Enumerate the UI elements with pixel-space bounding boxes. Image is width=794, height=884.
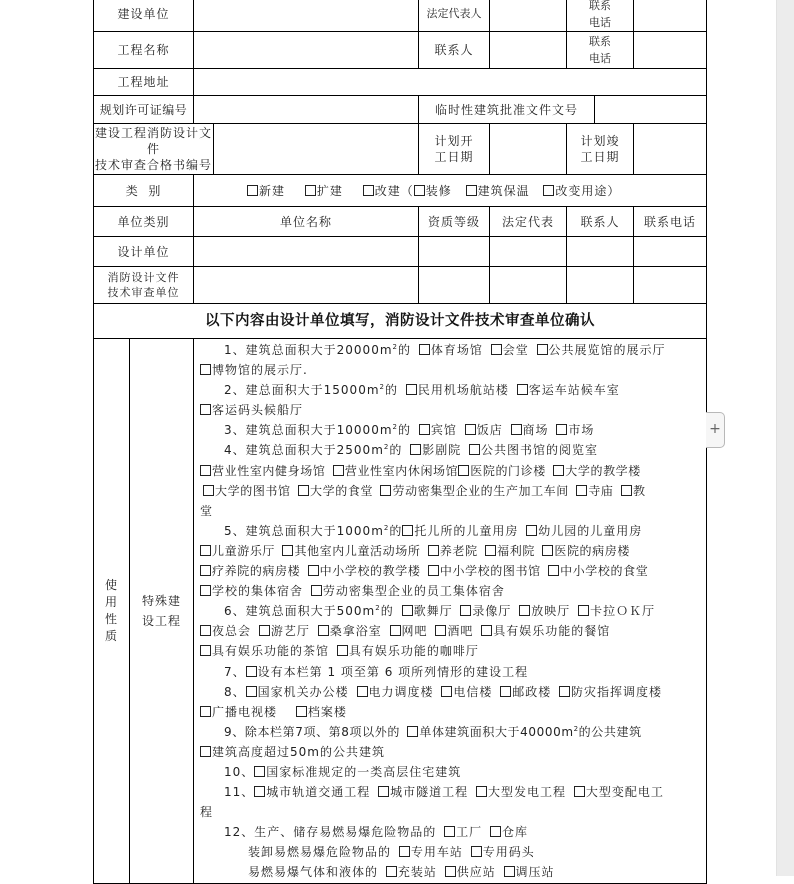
checkbox-icon[interactable]: [419, 424, 430, 435]
checkbox-icon[interactable]: [419, 344, 430, 355]
header-unit-name: 单位名称: [194, 207, 419, 237]
checkbox-icon[interactable]: [399, 846, 410, 857]
checkbox-icon[interactable]: [435, 625, 446, 636]
item-12-c-prefix: 易燃易爆气体和液体的: [248, 865, 379, 880]
item-5: [200, 521, 702, 541]
superscript: 2: [392, 343, 398, 351]
checkbox-icon[interactable]: [481, 625, 492, 636]
project-address-input[interactable]: [194, 69, 707, 96]
opt: 广播电视楼: [212, 704, 278, 719]
opt: 专用码头: [482, 845, 535, 860]
opt: 医院的病房楼: [554, 543, 630, 558]
opt: 民用机场航站楼: [417, 383, 509, 398]
checkbox-icon[interactable]: [537, 344, 548, 355]
opt: 网吧: [401, 624, 428, 639]
opt: 幼儿园的儿童用房: [538, 523, 643, 538]
option-expand[interactable]: [302, 184, 343, 198]
item-12-b-prefix: 装卸易燃易爆危险物品的: [248, 845, 392, 860]
checkbox-icon[interactable]: [526, 525, 537, 536]
header-unit-type: 单位类别: [94, 207, 194, 237]
superscript: 2: [379, 383, 385, 392]
review-unit-contact-input[interactable]: [567, 267, 634, 304]
planned-end-label: [567, 124, 634, 175]
opt: 劳动密集型企业的生产加工车间: [392, 483, 569, 498]
opt: 电信楼: [453, 684, 493, 699]
phone-label-1: [567, 0, 634, 32]
header-phone: 联系电话: [634, 207, 707, 237]
item-2-area: 15000m: [323, 383, 380, 398]
opt: 大型发电工程: [487, 785, 566, 800]
item-11: [200, 782, 702, 802]
checkbox-icon[interactable]: [428, 565, 439, 576]
form-table: [93, 0, 707, 884]
item-2-prefix: 2、建总面积大于: [224, 383, 324, 398]
checkbox-icon[interactable]: [378, 786, 389, 797]
opt: 体育场馆: [430, 343, 483, 357]
row-category: [94, 175, 707, 207]
opt: 中小学校的教学楼: [319, 564, 421, 579]
item-10-prefix: 10、: [224, 764, 255, 779]
checkbox-icon[interactable]: [576, 485, 587, 496]
usage-label-cell: [94, 339, 130, 884]
project-address-label: 工程地址: [94, 69, 194, 96]
review-cert-input[interactable]: [214, 124, 419, 175]
checkbox-icon[interactable]: [465, 424, 476, 435]
temp-approval-label: 临时性建筑批准文件文号: [419, 96, 595, 124]
opt: 国家标准规定的一类高层住宅建筑: [266, 764, 462, 779]
opt: 儿童游乐厅: [212, 543, 276, 558]
row-permit: [94, 96, 707, 124]
item-7-prefix: 7、: [224, 664, 246, 679]
opt: 城市隧道工程: [390, 785, 469, 800]
checkbox-icon[interactable]: [337, 645, 348, 656]
design-unit-qualification-input[interactable]: [419, 237, 490, 267]
legal-rep-input[interactable]: [490, 0, 567, 32]
item-3-prefix: 3、建筑总面积大于: [224, 423, 337, 438]
checkbox-icon[interactable]: [390, 625, 401, 636]
item-12: [200, 822, 702, 842]
opt: 其他室内儿童活动场所: [294, 543, 421, 558]
construction-unit-input[interactable]: [194, 0, 419, 32]
opt: 中小学校的图书馆: [439, 564, 541, 579]
item-3-area: 10000m: [336, 423, 393, 438]
usage-label: 使用性质: [104, 577, 118, 643]
checkbox-icon[interactable]: [485, 545, 496, 556]
item-5-cont-2: [200, 561, 702, 581]
opt: 寺庙: [588, 483, 614, 498]
item-6-prefix: 6、建筑总面积大于: [224, 604, 337, 619]
checkbox-icon[interactable]: [460, 605, 471, 616]
opt: 劳动密集型企业的员工集体宿舍: [322, 584, 505, 599]
banner-row: [94, 304, 707, 339]
checkbox-icon[interactable]: [410, 444, 421, 455]
planned-start-input[interactable]: [490, 124, 567, 175]
special-project-label: 特殊建设工程: [141, 593, 181, 628]
opt: 营业性室内健身场馆: [212, 463, 326, 478]
checkbox-icon[interactable]: [548, 565, 559, 576]
checkbox-icon[interactable]: [254, 766, 265, 777]
contact-label: 联系人: [419, 32, 490, 69]
checkbox-icon[interactable]: [200, 565, 211, 576]
checkbox-icon[interactable]: [578, 605, 589, 616]
checkbox-icon[interactable]: [380, 485, 391, 496]
item-12-b: [200, 842, 702, 862]
opt: 具有娱乐功能的茶馆: [212, 644, 330, 659]
checkbox-icon[interactable]: [357, 686, 368, 697]
opt: 大学的食堂: [310, 483, 374, 498]
checkbox-icon[interactable]: [200, 625, 211, 636]
item-4-suffix: 的: [389, 443, 403, 458]
project-name-input[interactable]: [194, 32, 419, 69]
planned-end-input[interactable]: [634, 124, 707, 175]
opt: 宾馆: [430, 423, 457, 438]
checkbox-icon[interactable]: [491, 344, 502, 355]
opt: 夜总会: [212, 624, 252, 639]
review-unit-qualification-input[interactable]: [419, 267, 490, 304]
usage-row: [94, 339, 707, 884]
row-construction-unit: [94, 0, 707, 32]
opt: 单体建筑面积大于40000m: [419, 724, 574, 739]
opt: 福利院: [497, 543, 535, 558]
design-unit-phone-input[interactable]: [634, 237, 707, 267]
item-4-prefix: 4、建筑总面积大于: [224, 443, 337, 458]
checkbox-icon[interactable]: [200, 364, 211, 375]
item-4-cont-1: [200, 461, 702, 481]
design-unit-contact-input[interactable]: [567, 237, 634, 267]
item-6-area: 500m: [336, 604, 376, 619]
item-5-prefix: 5、建筑总面积大于: [224, 523, 337, 538]
category-options: [194, 175, 707, 207]
item-5-cont-3: [200, 581, 702, 601]
item-2-suffix: 的: [385, 383, 399, 398]
review-cert-label-line1: 建设工程消防设计文件: [95, 126, 213, 156]
side-scrollbar-panel[interactable]: [776, 0, 794, 876]
item-3-suffix: 的: [398, 423, 412, 438]
item-11-prefix: 11、: [224, 785, 255, 800]
category-label: 类 别: [94, 175, 194, 207]
checkbox-icon[interactable]: [519, 605, 530, 616]
checkbox-icon[interactable]: [363, 185, 374, 196]
item-1-area: 20000m: [336, 343, 393, 357]
opt: 国家机关办公楼: [257, 684, 349, 699]
design-unit-legal-rep-input[interactable]: [490, 237, 567, 267]
checkbox-icon[interactable]: [517, 384, 528, 395]
contact-input[interactable]: [490, 32, 567, 69]
option-change-use[interactable]: [540, 184, 620, 198]
item-8-prefix: 8、: [224, 684, 246, 699]
opt: 放映厅: [531, 604, 571, 619]
checkbox-icon[interactable]: [296, 706, 307, 717]
option-expand-label: 扩建: [316, 183, 343, 198]
checkbox-icon[interactable]: [402, 525, 413, 536]
item-6: [200, 601, 702, 621]
checkbox-icon[interactable]: [200, 545, 211, 556]
superscript: 2: [392, 423, 398, 432]
opt: 仓库: [501, 825, 528, 840]
opt: 卡拉ＯＫ厅: [590, 604, 656, 619]
planned-start-line2: 工日期: [434, 150, 474, 164]
opt: 充装站: [397, 865, 437, 880]
permit-label: 规划许可证编号: [94, 96, 194, 124]
checkbox-icon[interactable]: [476, 786, 487, 797]
checkbox-icon[interactable]: [543, 185, 554, 196]
checkbox-icon[interactable]: [200, 746, 211, 757]
review-unit-label-line1: 消防设计文件: [107, 271, 180, 284]
opt: 邮政楼: [512, 684, 552, 699]
checkbox-icon[interactable]: [246, 686, 257, 697]
review-unit-label-line2: 技术审查单位: [107, 286, 180, 299]
construction-unit-label: 建设单位: [94, 0, 194, 32]
item-4: [200, 440, 702, 460]
item-2-cont: [200, 400, 702, 420]
option-rebuild[interactable]: [360, 184, 414, 198]
opt: 游艺厅: [270, 624, 310, 639]
checkbox-icon[interactable]: [500, 686, 511, 697]
row-review-cert: [94, 124, 707, 175]
item-5-cont-1: [200, 541, 702, 561]
opt: 设有本栏第 1 项至第 6 项所列情形的建设工程: [257, 664, 529, 679]
opt: 博物馆的展示厅.: [212, 363, 308, 378]
checkbox-icon[interactable]: [311, 585, 322, 596]
superscript: 2: [573, 724, 579, 733]
checkbox-icon[interactable]: [247, 185, 258, 196]
item-1-suffix: 的: [398, 343, 412, 357]
header-legal-rep: 法定代表: [490, 207, 567, 237]
checkbox-icon[interactable]: [333, 465, 344, 476]
opt: 的公共建筑: [578, 724, 642, 739]
checkbox-icon[interactable]: [305, 185, 316, 196]
checkbox-icon[interactable]: [471, 846, 482, 857]
item-1: [200, 340, 702, 360]
opt: 客运码头候船厅: [212, 403, 304, 418]
section-banner: 以下内容由设计单位填写，消防设计文件技术审查单位确认: [94, 304, 707, 339]
row-project-address: [94, 69, 707, 96]
legal-rep-label: 法定代表人: [419, 0, 490, 32]
review-cert-label: [94, 124, 214, 175]
superscript: 2: [383, 443, 390, 452]
option-insulation[interactable]: [463, 184, 530, 198]
item-9: [200, 722, 702, 742]
units-row-design: [94, 237, 707, 267]
checkbox-icon[interactable]: [318, 625, 329, 636]
item-6-cont-2: [200, 641, 702, 661]
item-12-prefix: 12、生产、储存易燃易爆危险物品的: [224, 825, 437, 840]
phone-label-1-text: 联系电话: [589, 0, 612, 29]
opt: 酒吧: [447, 624, 474, 639]
checkbox-icon[interactable]: [200, 465, 211, 476]
checkbox-icon[interactable]: [259, 625, 270, 636]
opt: 大学的图书馆: [215, 483, 291, 498]
checkbox-icon[interactable]: [621, 485, 632, 496]
planned-start-line1: 计划开: [434, 134, 474, 148]
opt: 具有娱乐功能的餐馆: [493, 624, 611, 639]
checkbox-icon[interactable]: [200, 585, 211, 596]
checkbox-icon[interactable]: [466, 185, 477, 196]
checkbox-icon[interactable]: [559, 686, 570, 697]
checkbox-icon[interactable]: [553, 465, 564, 476]
opt: 建筑高度超过50m的公共建筑: [212, 744, 385, 759]
permit-input[interactable]: [194, 96, 419, 124]
plus-icon: +: [709, 421, 721, 437]
checkbox-icon[interactable]: [200, 706, 211, 717]
checkbox-icon[interactable]: [298, 485, 309, 496]
opt: 调压站: [515, 865, 555, 880]
opt: 大学的教学楼: [565, 463, 641, 478]
item-12-c: [200, 862, 702, 882]
item-10: [200, 762, 702, 782]
opt: 城市轨道交通工程: [266, 785, 371, 800]
units-row-review: [94, 267, 707, 304]
fire-design-review-form: [93, 0, 706, 884]
item-6-suffix: 的: [380, 604, 394, 619]
opt: 专用车站: [410, 845, 463, 860]
phone-label-2-text: 联系电话: [589, 35, 612, 65]
checkbox-icon[interactable]: [444, 826, 455, 837]
checkbox-icon[interactable]: [254, 786, 265, 797]
item-5-area: 1000m: [336, 523, 384, 538]
checkbox-icon[interactable]: [458, 465, 469, 476]
opt: 疗养院的病房楼: [212, 564, 301, 579]
checkbox-icon[interactable]: [469, 444, 480, 455]
option-decoration[interactable]: [414, 184, 452, 198]
opt: 商场: [522, 423, 549, 438]
item-7: [200, 662, 702, 682]
review-unit-phone-input[interactable]: [634, 267, 707, 304]
phone-input-1[interactable]: [634, 0, 707, 32]
item-5-suffix: 的: [389, 523, 403, 538]
checkbox-icon[interactable]: [282, 545, 293, 556]
option-change-use-label: 改变用途）: [555, 183, 621, 198]
checkbox-icon[interactable]: [428, 545, 439, 556]
checkbox-icon[interactable]: [511, 424, 522, 435]
opt: 学校的集体宿舍: [212, 584, 304, 599]
opt: 影剧院: [422, 443, 462, 458]
opt: 中小学校的食堂: [560, 564, 649, 579]
item-11-cont: 程: [200, 805, 214, 820]
phone-input-2[interactable]: [634, 32, 707, 69]
design-unit-label: 设计单位: [94, 237, 194, 267]
item-8-cont: [200, 702, 702, 722]
special-project-cell: [130, 339, 194, 884]
review-cert-label-line2: 技术审查合格书编号: [95, 158, 213, 172]
item-1-cont: [200, 360, 702, 380]
temp-approval-input[interactable]: [595, 96, 707, 124]
planned-end-line2: 工日期: [580, 150, 620, 164]
item-2: [200, 380, 702, 400]
option-rebuild-label: 改建（: [374, 183, 414, 198]
row-project-name: [94, 32, 707, 69]
opt: 歌舞厅: [413, 604, 453, 619]
checkbox-icon[interactable]: [490, 826, 501, 837]
checkbox-icon[interactable]: [407, 726, 418, 737]
review-unit-name-input[interactable]: [194, 267, 419, 304]
opt: 档案楼: [307, 704, 347, 719]
opt: 公共图书馆的阅览室: [481, 443, 599, 458]
opt: 会堂: [502, 343, 529, 357]
superscript: 2: [375, 604, 381, 613]
checkbox-icon[interactable]: [200, 645, 211, 656]
opt: 工厂: [456, 825, 483, 840]
checkbox-icon[interactable]: [406, 384, 417, 395]
opt: 养老院: [439, 543, 478, 558]
option-decoration-label: 装修: [425, 183, 452, 198]
header-contact: 联系人: [567, 207, 634, 237]
opt: 具有娱乐功能的咖啡厅: [348, 644, 479, 659]
checkbox-icon[interactable]: [441, 686, 452, 697]
planned-start-label: [419, 124, 490, 175]
units-header-row: [94, 207, 707, 237]
item-4-area: 2500m: [336, 443, 384, 458]
item-9-prefix: 9、除本栏第7项、第8项以外的: [224, 724, 400, 739]
opt: 托儿所的儿童用房: [414, 523, 519, 538]
opt: 市场: [568, 423, 595, 438]
checkbox-icon[interactable]: [200, 404, 211, 415]
item-1-prefix: 1、建筑总面积大于: [224, 343, 337, 357]
superscript: 2: [383, 523, 390, 532]
opt: 营业性室内休闲场馆: [344, 463, 459, 478]
option-insulation-label: 建筑保温: [477, 183, 530, 198]
opt: 公共展览馆的展示厅: [548, 343, 666, 357]
expand-button[interactable]: [706, 412, 725, 448]
checkbox-icon[interactable]: [246, 666, 257, 677]
opt: 教: [632, 483, 646, 498]
opt: 桑拿浴室: [329, 624, 382, 639]
header-qualification: 资质等级: [419, 207, 490, 237]
opt: 电力调度楼: [368, 684, 434, 699]
checkbox-icon[interactable]: [414, 185, 425, 196]
project-name-label: 工程名称: [94, 32, 194, 69]
item-3: [200, 420, 702, 440]
item-4-cont-3: 堂: [200, 503, 214, 518]
checkbox-icon[interactable]: [574, 786, 585, 797]
checkbox-icon[interactable]: [203, 485, 214, 496]
opt: 医院的门诊楼: [470, 463, 546, 478]
item-8: [200, 682, 702, 702]
opt: 供应站: [456, 865, 496, 880]
opt: 大型变配电工: [585, 785, 664, 800]
opt: 录像厅: [472, 604, 512, 619]
review-unit-legal-rep-input[interactable]: [490, 267, 567, 304]
option-new[interactable]: [244, 184, 285, 198]
option-new-label: 新建: [259, 183, 286, 198]
item-9-cont: [200, 742, 702, 762]
checkbox-icon[interactable]: [402, 605, 413, 616]
review-unit-label: [94, 267, 194, 304]
opt: 客运车站候车室: [528, 383, 620, 398]
item-6-cont-1: [200, 621, 702, 641]
phone-label-2: [567, 32, 634, 69]
opt: 防灾指挥调度楼: [571, 684, 663, 699]
checkbox-icon[interactable]: [308, 565, 319, 576]
design-unit-name-input[interactable]: [194, 237, 419, 267]
item-4-cont-2: [200, 481, 702, 501]
checkbox-icon[interactable]: [542, 545, 553, 556]
opt: 饭店: [476, 423, 503, 438]
usage-items: [194, 339, 707, 884]
checkbox-icon[interactable]: [556, 424, 567, 435]
planned-end-line1: 计划竣: [580, 134, 620, 148]
